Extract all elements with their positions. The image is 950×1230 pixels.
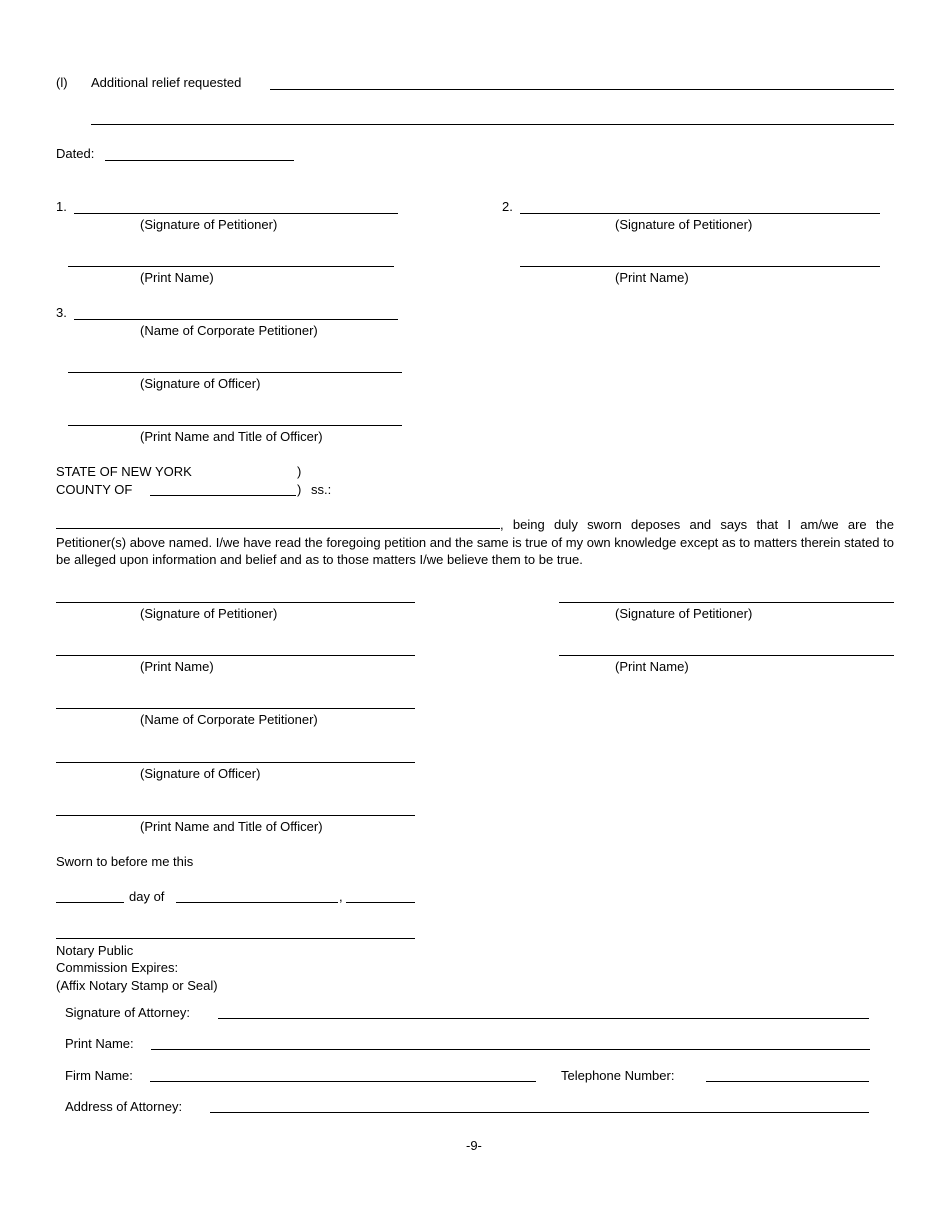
venue-county-label: COUNTY OF (56, 482, 133, 497)
verify-signature-caption-left: (Signature of Petitioner) (140, 606, 278, 621)
attorney-address-field[interactable] (210, 1112, 869, 1113)
verify-print-name-caption-right: (Print Name) (615, 659, 689, 674)
officer-signature-caption: (Signature of Officer) (140, 376, 261, 391)
verify-signature-line-left[interactable] (56, 602, 415, 603)
relief-line-1[interactable] (270, 89, 894, 90)
verify-officer-print-caption: (Print Name and Title of Officer) (140, 819, 323, 834)
petitioner-1-signature-caption: (Signature of Petitioner) (140, 217, 278, 232)
verification-body: Petitioner(s) above named. I/we have read the foregoing petition and the same is true of my own knowledge except as to matters therein stated to be alleged upon information and belief and as to those matters I/we believe them to be true. (56, 534, 894, 567)
officer-print-name-caption: (Print Name and Title of Officer) (140, 429, 323, 444)
notary-public-label: Notary Public (56, 943, 134, 958)
officer-print-name-line[interactable] (68, 425, 402, 426)
verify-officer-signature-caption: (Signature of Officer) (140, 766, 261, 781)
verification-line-1: , being duly sworn deposes and says that I am/we are the (500, 517, 894, 532)
petitioner-1-signature-line[interactable] (74, 213, 398, 214)
verify-print-name-caption-left: (Print Name) (140, 659, 214, 674)
dated-field[interactable] (105, 160, 294, 161)
petitioner-2-signature-caption: (Signature of Petitioner) (615, 217, 753, 232)
attorney-signature-label: Signature of Attorney: (65, 1005, 191, 1020)
attorney-address-label: Address of Attorney: (65, 1099, 183, 1114)
firm-name-label: Firm Name: (65, 1068, 133, 1083)
venue-state: STATE OF NEW YORK (56, 464, 192, 479)
relief-line-2[interactable] (91, 124, 894, 125)
petitioner-2-print-name-line[interactable] (520, 266, 880, 267)
sworn-comma: , (339, 889, 343, 904)
notary-signature-line[interactable] (56, 938, 415, 939)
day-of-label: day of (129, 889, 165, 904)
page-number: -9- (466, 1138, 482, 1153)
sworn-text: Sworn to before me this (56, 854, 194, 869)
relief-marker: (l) (56, 75, 68, 90)
venue-paren-1: ) (297, 464, 302, 479)
petitioner-1-number: 1. (56, 199, 67, 214)
petitioner-1-print-name-line[interactable] (68, 266, 394, 267)
commission-expires-label: Commission Expires: (56, 960, 179, 975)
venue-paren-2: ) (297, 482, 302, 497)
petitioner-2-print-name-caption: (Print Name) (615, 270, 689, 285)
verify-signature-caption-right: (Signature of Petitioner) (615, 606, 753, 621)
county-field[interactable] (150, 495, 296, 496)
telephone-label: Telephone Number: (561, 1068, 675, 1083)
deponent-name-field[interactable] (56, 516, 500, 529)
firm-name-field[interactable] (150, 1081, 536, 1082)
corporate-petitioner-caption: (Name of Corporate Petitioner) (140, 323, 318, 338)
corporate-petitioner-line[interactable] (74, 319, 398, 320)
sworn-month-field[interactable] (176, 902, 338, 903)
verify-print-name-line-right[interactable] (559, 655, 894, 656)
verify-corporate-line[interactable] (56, 708, 415, 709)
verify-signature-line-right[interactable] (559, 602, 894, 603)
attorney-print-name-field[interactable] (151, 1049, 870, 1050)
officer-signature-line[interactable] (68, 372, 402, 373)
verify-print-name-line-left[interactable] (56, 655, 415, 656)
venue-ss: ss.: (311, 482, 332, 497)
petitioner-2-number: 2. (502, 199, 513, 214)
verification-paragraph (56, 516, 894, 569)
verify-corporate-caption: (Name of Corporate Petitioner) (140, 712, 318, 727)
attorney-signature-field[interactable] (218, 1018, 869, 1019)
verify-officer-print-line[interactable] (56, 815, 415, 816)
sworn-year-field[interactable] (346, 902, 415, 903)
affix-seal-label: (Affix Notary Stamp or Seal) (56, 978, 218, 993)
telephone-field[interactable] (706, 1081, 869, 1082)
dated-label: Dated: (56, 146, 95, 161)
relief-label: Additional relief requested (91, 75, 242, 90)
sworn-day-field[interactable] (56, 902, 124, 903)
petitioner-3-number: 3. (56, 305, 67, 320)
petitioner-2-signature-line[interactable] (520, 213, 880, 214)
petitioner-1-print-name-caption: (Print Name) (140, 270, 214, 285)
attorney-print-name-label: Print Name: (65, 1036, 134, 1051)
verify-officer-signature-line[interactable] (56, 762, 415, 763)
